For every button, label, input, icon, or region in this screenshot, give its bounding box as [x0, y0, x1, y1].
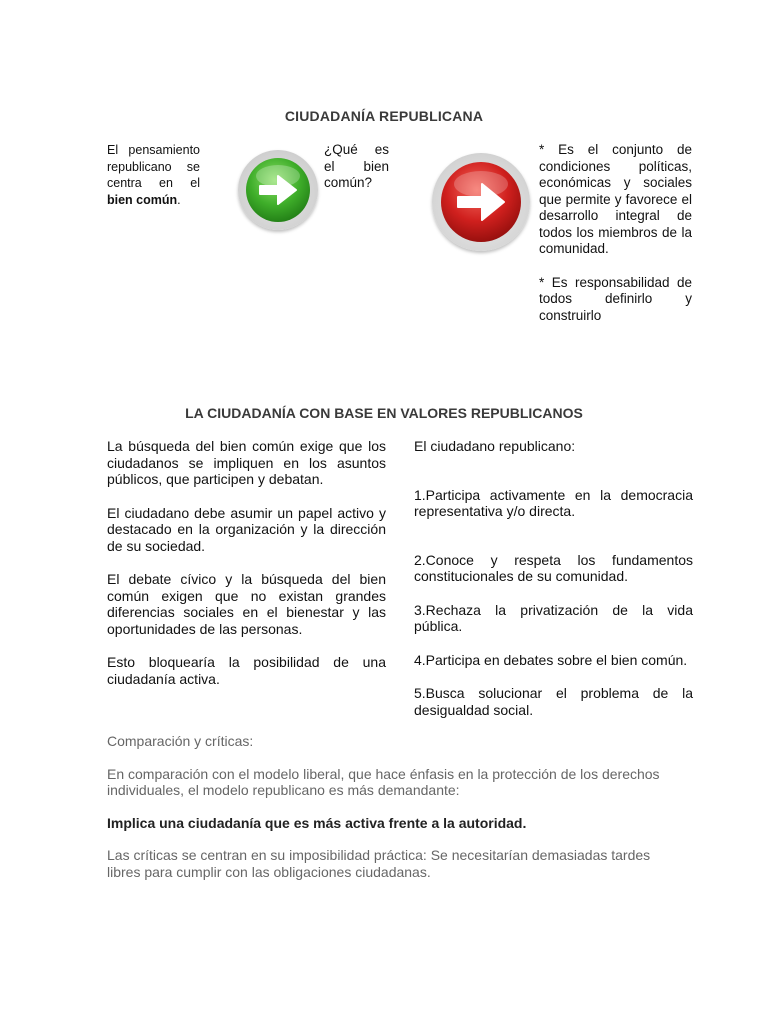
intro-bold-bien-comun: bien común: [107, 192, 178, 207]
question-bien-comun: ¿Qué es el bien común?: [324, 142, 389, 190]
right-column: [414, 438, 693, 735]
list-item: 3.Rechaza la privatización de la vida pública.: [414, 601, 693, 634]
left-paragraph: El debate cívico y la búsqueda del bien común exigen que no existan grandes diferencias sociales en el bienestar y las oportunidades de las personas.: [107, 571, 386, 637]
comparison-paragraph: En comparación con el modelo liberal, que hace énfasis en la protección de los derechos individuales, el modelo republicano es más demandante:: [107, 765, 660, 798]
intro-text: [107, 142, 200, 208]
green-arrow-svg: [238, 150, 318, 230]
left-paragraph: El ciudadano debe asumir un papel activo y destacado en la organización y la dirección de su sociedad.: [107, 504, 386, 554]
left-paragraph: La búsqueda del bien común exige que los ciudadanos se impliquen en los asuntos públicos, que participen y debatan.: [107, 438, 386, 487]
intro-text-start: El pensamiento republicano se centra en el: [107, 143, 200, 190]
right-intro: El ciudadano republicano:: [414, 438, 576, 454]
red-arrow-svg: [432, 153, 530, 251]
comparison-heading: Comparación y críticas:: [107, 733, 254, 749]
definition-1: * Es el conjunto de condiciones políticas, económicas y sociales que permite y favorece el desarrollo integral de todos los miembros de la comunidad.: [539, 142, 692, 256]
definition-2: * Es responsabilidad de todos definirlo y construirlo: [539, 274, 692, 323]
comparison-section: [107, 733, 667, 896]
left-paragraph: Esto bloquearía la posibilidad de una ciudadanía activa.: [107, 654, 386, 687]
comparison-bold-statement: Implica una ciudadanía que es más activa frente a la autoridad.: [107, 814, 527, 831]
section-title-valores-republicanos: LA CIUDADANÍA CON BASE EN VALORES REPUBLICANOS: [185, 405, 583, 421]
green-arrow-right-icon: [238, 150, 318, 230]
red-arrow-right-icon: [432, 153, 530, 251]
criticism-paragraph: Las críticas se centran en su imposibilidad práctica: Se necesitarían demasiadas tardes libres para cumplir con las obligaciones ciudadanas.: [107, 847, 651, 880]
list-item: 1.Participa activamente en la democracia representativa y/o directa.: [414, 486, 693, 519]
list-item: 4.Participa en debates sobre el bien común.: [414, 651, 688, 668]
list-item: 5.Busca solucionar el problema de la desigualdad social.: [414, 685, 693, 718]
left-column: [107, 438, 386, 704]
list-item: 2.Conoce y respeta los fundamentos constitucionales de su comunidad.: [414, 551, 693, 584]
section-title-ciudadania-republicana: CIUDADANÍA REPUBLICANA: [284, 108, 484, 124]
bien-comun-definition: [539, 142, 692, 341]
intro-text-end: .: [177, 192, 181, 207]
